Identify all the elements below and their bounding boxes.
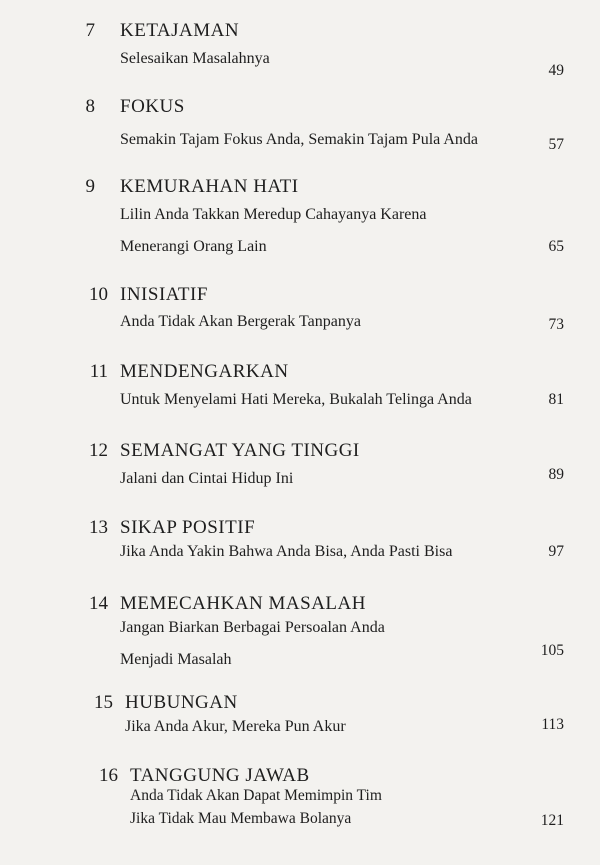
page-number: 73 xyxy=(548,316,564,333)
chapter-number: 7 xyxy=(85,20,95,41)
page-number: 89 xyxy=(548,466,564,483)
chapter-title: TANGGUNG JAWAB xyxy=(130,765,310,786)
chapter-subtitle: Jika Anda Akur, Mereka Pun Akur xyxy=(125,718,346,735)
chapter-number: 8 xyxy=(85,96,95,117)
chapter-number: 9 xyxy=(85,176,95,197)
page-number: 97 xyxy=(548,543,564,560)
page-number: 81 xyxy=(548,391,564,408)
page-number: 49 xyxy=(548,62,564,79)
chapter-title: MEMECAHKAN MASALAH xyxy=(120,593,366,614)
chapter-number: 10 xyxy=(89,284,108,305)
chapter-subtitle: Untuk Menyelami Hati Mereka, Bukalah Telinga Anda xyxy=(120,391,472,408)
chapter-title: HUBUNGAN xyxy=(125,692,238,713)
chapter-title: INISIATIF xyxy=(120,284,208,305)
chapter-number: 14 xyxy=(89,593,108,614)
chapter-subtitle: Jangan Biarkan Berbagai Persoalan Anda Menjadi Masalah xyxy=(120,619,385,668)
page-number: 57 xyxy=(548,136,564,153)
chapter-subtitle: Lilin Anda Takkan Meredup Cahayanya Karena Menerangi Orang Lain xyxy=(120,206,427,255)
chapter-subtitle: Anda Tidak Akan Dapat Memimpin Tim Jika Tidak Mau Membawa Bolanya xyxy=(130,787,382,827)
chapter-subtitle: Selesaikan Masalahnya xyxy=(120,50,270,67)
chapter-number: 11 xyxy=(89,361,108,382)
chapter-subtitle: Jalani dan Cintai Hidup Ini xyxy=(120,470,294,487)
chapter-subtitle: Anda Tidak Akan Bergerak Tanpanya xyxy=(120,313,361,330)
chapter-subtitle: Jika Anda Yakin Bahwa Anda Bisa, Anda Pasti Bisa xyxy=(120,543,453,560)
chapter-title: KETAJAMAN xyxy=(120,20,240,41)
chapter-title: MENDENGARKAN xyxy=(120,361,289,382)
chapter-title: SEMANGAT YANG TINGGI xyxy=(120,440,360,461)
page-number: 113 xyxy=(541,716,564,733)
page-number: 65 xyxy=(548,238,564,255)
page-number: 121 xyxy=(540,812,564,829)
chapter-number: 16 xyxy=(99,765,118,786)
chapter-title: SIKAP POSITIF xyxy=(120,517,256,538)
chapter-title: FOKUS xyxy=(120,96,185,117)
chapter-number: 12 xyxy=(89,440,108,461)
chapter-subtitle: Semakin Tajam Fokus Anda, Semakin Tajam Pula Anda xyxy=(120,131,479,148)
page-number: 105 xyxy=(540,642,564,659)
chapter-number: 15 xyxy=(94,692,113,713)
chapter-number: 13 xyxy=(89,517,108,538)
chapter-title: KEMURAHAN HATI xyxy=(120,176,299,197)
